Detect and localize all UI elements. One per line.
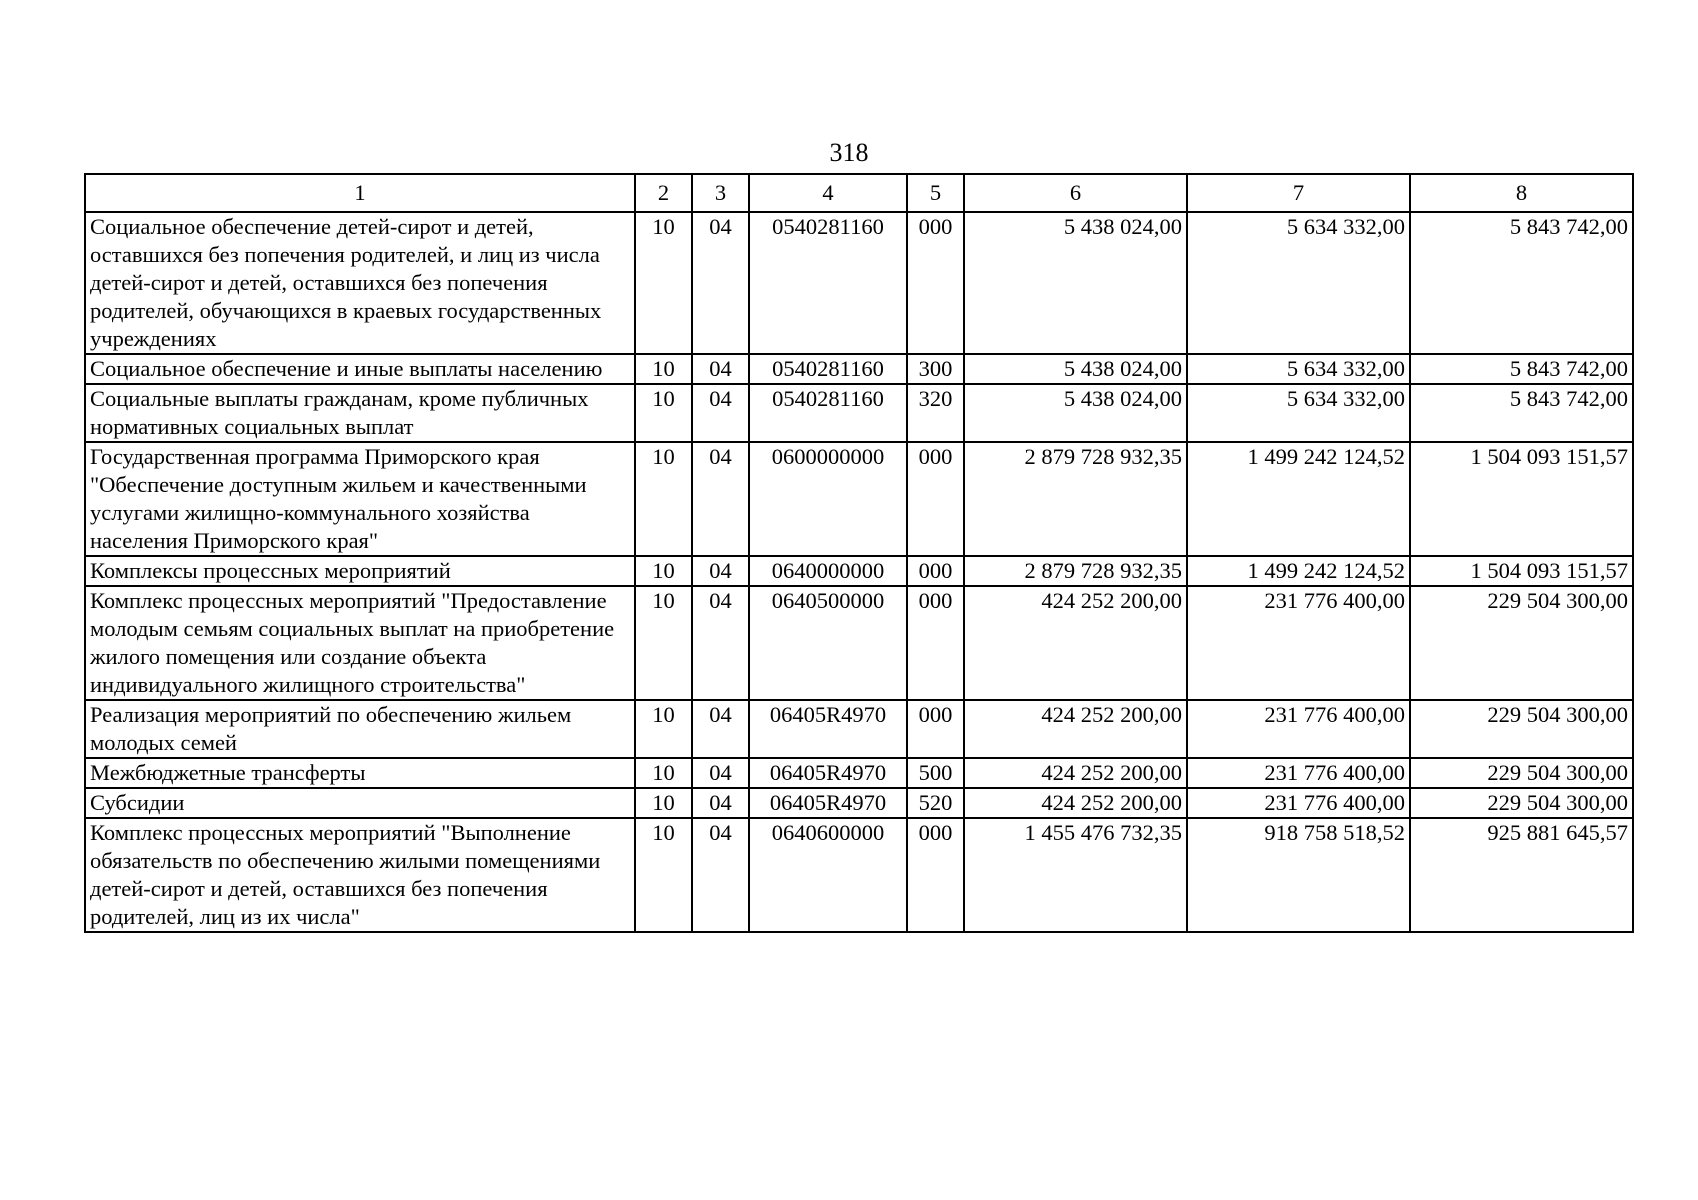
amount-col8: 229 504 300,00 [1410,700,1633,758]
header-cell: 7 [1187,174,1410,212]
amount-col6: 2 879 728 932,35 [964,556,1187,586]
row-name: Комплекс процессных мероприятий "Выполнение обязательств по обеспечению жилыми помещениями детей-сирот и детей, оставшихся без попечения родителей, лиц из их числа" [85,818,635,932]
section-code: 10 [635,758,692,788]
row-name: Государственная программа Приморского края "Обеспечение доступным жильем и качественными услугами жилищно-коммунального хозяйства населения Приморского края" [85,442,635,556]
section-code: 10 [635,354,692,384]
table-row [85,758,1633,788]
target-article-code: 0640000000 [749,556,907,586]
row-name: Комплексы процессных мероприятий [85,556,635,586]
amount-col8: 5 843 742,00 [1410,212,1633,354]
row-name: Социальное обеспечение детей-сирот и детей, оставшихся без попечения родителей, и лиц из числа детей-сирот и детей, оставшихся без попечения родителей, обучающихся в краевых государственных учреждениях [85,212,635,354]
target-article-code: 0640500000 [749,586,907,700]
amount-col8: 229 504 300,00 [1410,788,1633,818]
section-code: 10 [635,818,692,932]
table-row [85,788,1633,818]
subsection-code: 04 [692,586,749,700]
expense-type-code: 300 [907,354,964,384]
table-row [85,586,1633,700]
section-code: 10 [635,788,692,818]
header-cell: 2 [635,174,692,212]
target-article-code: 0600000000 [749,442,907,556]
amount-col6: 5 438 024,00 [964,354,1187,384]
target-article-code: 06405R4970 [749,700,907,758]
amount-col7: 918 758 518,52 [1187,818,1410,932]
amount-col6: 2 879 728 932,35 [964,442,1187,556]
amount-col8: 5 843 742,00 [1410,384,1633,442]
amount-col6: 424 252 200,00 [964,788,1187,818]
amount-col7: 5 634 332,00 [1187,212,1410,354]
expense-type-code: 500 [907,758,964,788]
page-number: 318 [829,138,869,167]
subsection-code: 04 [692,788,749,818]
expense-type-code: 000 [907,556,964,586]
expense-type-code: 000 [907,586,964,700]
expense-type-code: 000 [907,212,964,354]
row-name: Социальные выплаты гражданам, кроме публичных нормативных социальных выплат [85,384,635,442]
target-article-code: 0540281160 [749,212,907,354]
header-cell: 1 [85,174,635,212]
amount-col6: 424 252 200,00 [964,586,1187,700]
amount-col8: 1 504 093 151,57 [1410,442,1633,556]
subsection-code: 04 [692,758,749,788]
row-name: Реализация мероприятий по обеспечению жильем молодых семей [85,700,635,758]
table-row [85,384,1633,442]
table-row [85,212,1633,354]
amount-col8: 229 504 300,00 [1410,586,1633,700]
table-row [85,700,1633,758]
subsection-code: 04 [692,556,749,586]
header-cell: 8 [1410,174,1633,212]
row-name: Комплекс процессных мероприятий "Предоставление молодым семьям социальных выплат на приобретение жилого помещения или создание объекта индивидуального жилищного строительства" [85,586,635,700]
section-code: 10 [635,700,692,758]
table-row [85,556,1633,586]
section-code: 10 [635,556,692,586]
amount-col7: 5 634 332,00 [1187,354,1410,384]
header-row [85,174,1633,212]
section-code: 10 [635,384,692,442]
header-cell: 5 [907,174,964,212]
header-cell: 6 [964,174,1187,212]
table-row [85,442,1633,556]
table-row [85,354,1633,384]
amount-col8: 1 504 093 151,57 [1410,556,1633,586]
target-article-code: 06405R4970 [749,758,907,788]
section-code: 10 [635,586,692,700]
target-article-code: 0640600000 [749,818,907,932]
amount-col8: 229 504 300,00 [1410,758,1633,788]
amount-col7: 1 499 242 124,52 [1187,442,1410,556]
expense-type-code: 000 [907,442,964,556]
amount-col8: 925 881 645,57 [1410,818,1633,932]
expense-type-code: 000 [907,818,964,932]
header-cell: 4 [749,174,907,212]
subsection-code: 04 [692,442,749,556]
amount-col7: 5 634 332,00 [1187,384,1410,442]
row-name: Межбюджетные трансферты [85,758,635,788]
section-code: 10 [635,212,692,354]
amount-col7: 231 776 400,00 [1187,788,1410,818]
table-row [85,818,1633,932]
row-name: Социальное обеспечение и иные выплаты населению [85,354,635,384]
target-article-code: 0540281160 [749,384,907,442]
subsection-code: 04 [692,384,749,442]
row-name: Субсидии [85,788,635,818]
target-article-code: 06405R4970 [749,788,907,818]
budget-table [84,173,1634,933]
amount-col7: 1 499 242 124,52 [1187,556,1410,586]
amount-col6: 5 438 024,00 [964,212,1187,354]
expense-type-code: 320 [907,384,964,442]
subsection-code: 04 [692,212,749,354]
amount-col6: 424 252 200,00 [964,758,1187,788]
amount-col7: 231 776 400,00 [1187,586,1410,700]
expense-type-code: 000 [907,700,964,758]
expense-type-code: 520 [907,788,964,818]
header-cell: 3 [692,174,749,212]
amount-col6: 424 252 200,00 [964,700,1187,758]
section-code: 10 [635,442,692,556]
subsection-code: 04 [692,818,749,932]
amount-col8: 5 843 742,00 [1410,354,1633,384]
amount-col7: 231 776 400,00 [1187,758,1410,788]
amount-col6: 1 455 476 732,35 [964,818,1187,932]
amount-col7: 231 776 400,00 [1187,700,1410,758]
subsection-code: 04 [692,700,749,758]
amount-col6: 5 438 024,00 [964,384,1187,442]
subsection-code: 04 [692,354,749,384]
target-article-code: 0540281160 [749,354,907,384]
